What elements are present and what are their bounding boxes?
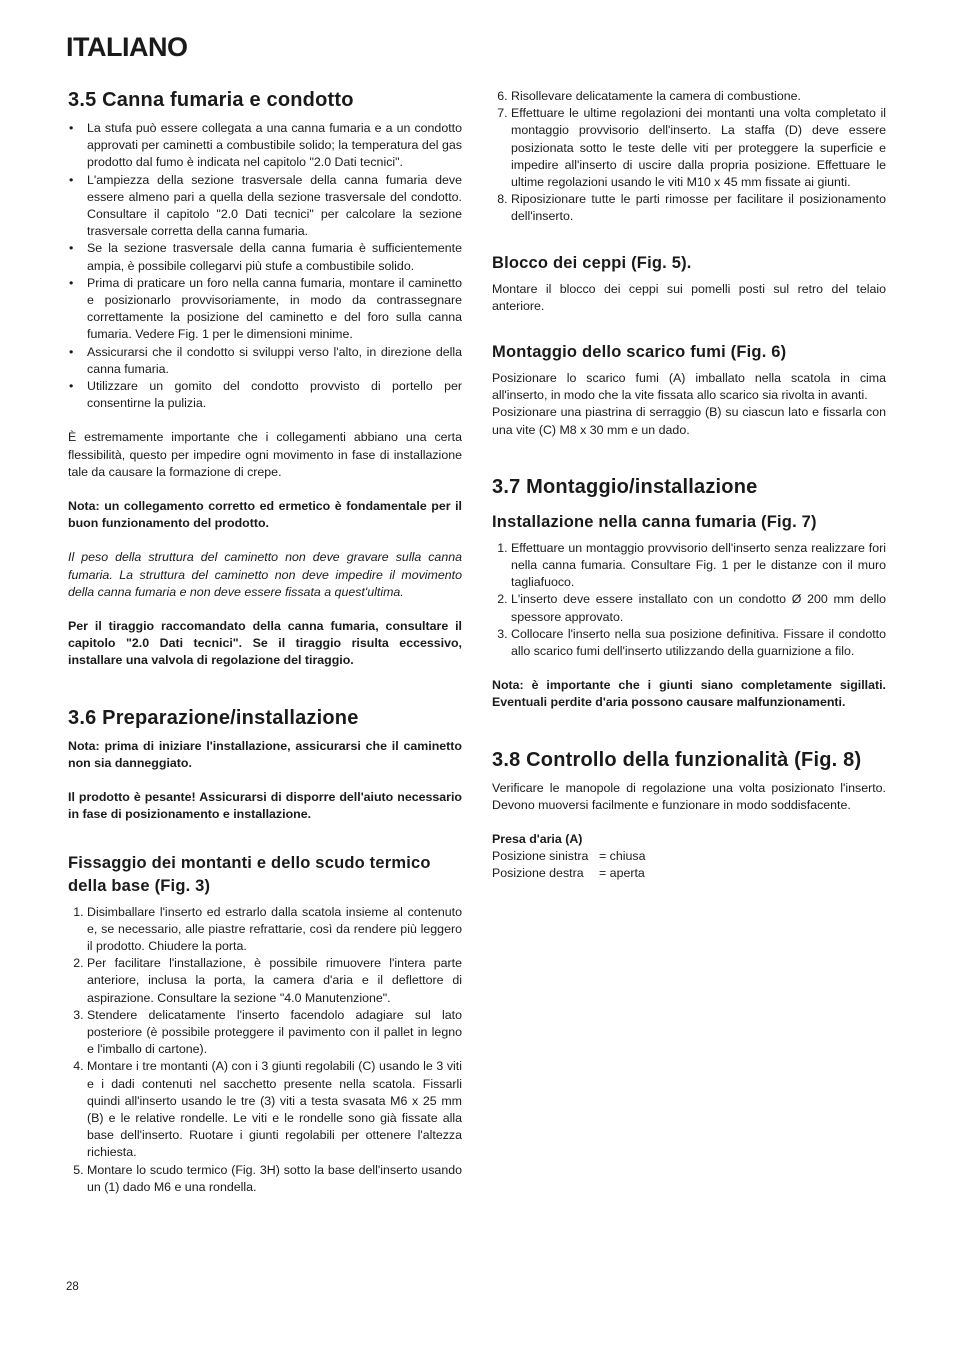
section-3-5-title: 3.5 Canna fumaria e condotto — [68, 89, 354, 111]
list-item: • Prima di praticare un foro nella canna fumaria, montare il caminetto e posizionarlo provvisoriamente, in modo da contrassegnare correttamente la posizione del caminetto e del foro sulla canna fumaria. Vedere Fig. 1 per le dimensioni minime. — [87, 275, 462, 344]
section-3-7-title: 3.7 Montaggio/installazione — [492, 475, 758, 498]
scarico-title: Montaggio dello scarico fumi (Fig. 6) — [492, 343, 787, 362]
s35-italic-paragraph: Il peso della struttura del caminetto non deve gravare sulla canna fumaria. La struttura del caminetto non deve impedire il movimento della canna fumaria e non deve essere fissata a quest'ultima. — [68, 550, 462, 599]
list-item: 1. Disimballare l'inserto ed estrarlo dalla scatola insieme al contenuto e, se necessario, alle piastre refrattarie, così da rendere più leggero il prodotto. Chiudere la porta. — [87, 904, 462, 956]
list-item: 2. Per facilitare l'installazione, è possibile rimuovere l'intera parte anteriore, inclusa la porta, la camera d'aria e il deflettore di aspirazione. Consultare la sezione "4.0 Manutenzione". — [87, 955, 462, 1007]
s35-draft-note: Per il tiraggio raccomandato della canna fumaria, consultare il capitolo "2.0 Dati tecnici". Se il tiraggio risulta eccessivo, installare una valvola di regolazione del tiraggio. — [68, 619, 462, 668]
s36-steps-list-continued — [492, 88, 886, 226]
list-item: • Assicurarsi che il condotto si sviluppi verso l'alto, in direzione della canna fumaria. — [87, 344, 462, 378]
presa-row-value: = chiusa — [599, 849, 646, 864]
scarico-text-1: Posizionare lo scarico fumi (A) imballato nella scatola in cima all'inserto, in modo che la vite fissata allo scarico sia rivolta in avanti. — [492, 371, 886, 403]
s37-note: Nota: è importante che i giunti siano completamente sigillati. Eventuali perdite d'aria possono causare malfunzionamenti. — [492, 678, 886, 710]
list-item: 3. Collocare l'inserto nella sua posizione definitiva. Fissare il condotto allo scarico fumi dell'inserto utilizzando della guarnizione a filo. — [511, 626, 886, 660]
list-item: 4. Montare i tre montanti (A) con i 3 giunti regolabili (C) usando le 3 viti e i dadi contenuti nel sacchetto presente nella scatola. Fissarli quindi all'inserto usando le tre (3) viti a testa svasata M6 x 25 mm (B) e le relative rondelle. Le viti e le rondelle sono già fissate alla base dell'inserto. Ruotare i giunti regolabili per ottenere l'altezza richiesta. — [87, 1058, 462, 1161]
s35-bullet-list — [68, 120, 462, 412]
s37-steps-list — [492, 540, 886, 660]
presa-row-right — [492, 865, 886, 882]
list-item: 1. Effettuare un montaggio provvisorio dell'inserto senza realizzare fori nella canna fumaria. Consultare Fig. 1 per le distanze con il muro tagliafuoco. — [511, 540, 886, 592]
presa-row-value: = aperta — [599, 866, 645, 881]
language-heading: ITALIANO — [66, 32, 188, 62]
list-item: 2. L'inserto deve essere installato con un condotto Ø 200 mm dello spessore approvato. — [511, 591, 886, 625]
list-item: 8. Riposizionare tutte le parti rimosse per facilitare il posizionamento dell'inserto. — [511, 191, 886, 225]
presa-label: Presa d'aria (A) — [492, 832, 583, 847]
list-item: 5. Montare lo scudo termico (Fig. 3H) sotto la base dell'inserto usando un (1) dado M6 e una rondella. — [87, 1162, 462, 1196]
section-3-8-title: 3.8 Controllo della funzionalità (Fig. 8) — [492, 748, 862, 771]
s36-subtitle: Fissaggio dei montanti e dello scudo termico della base (Fig. 3) — [68, 853, 431, 895]
scarico-text-2: Posizionare una piastrina di serraggio (B) su ciascun lato e fissarla con una vite (C) M8 x 30 mm e un dado. — [492, 405, 886, 437]
blocco-text: Montare il blocco dei ceppi sui pomelli posti sul retro del telaio anteriore. — [492, 281, 886, 313]
list-item: • Se la sezione trasversale della canna fumaria è sufficientemente ampia, è possibile collegarvi più stufe a combustibile solido. — [87, 240, 462, 274]
s35-note: Nota: un collegamento corretto ed ermetico è fondamentale per il buon funzionamento del prodotto. — [68, 499, 462, 531]
presa-row-left — [492, 848, 886, 865]
right-column — [492, 88, 886, 883]
s38-text: Verificare le manopole di regolazione una volta posizionato l'inserto. Devono muoversi facilmente e funzionare in modo soddisfacente. — [492, 780, 886, 812]
blocco-title: Blocco dei ceppi (Fig. 5). — [492, 253, 692, 272]
list-item: • Utilizzare un gomito del condotto provvisto di portello per consentirne la pulizia. — [87, 378, 462, 412]
s37-subtitle: Installazione nella canna fumaria (Fig. 7) — [492, 512, 817, 531]
page-number: 28 — [66, 1281, 79, 1293]
s36-note-damage: Nota: prima di iniziare l'installazione, assicurarsi che il caminetto non sia danneggiato. — [68, 738, 462, 770]
left-column — [68, 88, 462, 1196]
list-item: • L'ampiezza della sezione trasversale della canna fumaria deve essere almeno pari a quella della sezione trasversale del condotto. Consultare il capitolo "2.0 Dati tecnici" per calcolare la sezione trasversale corretta della canna fumaria. — [87, 172, 462, 241]
list-item: 7. Effettuare le ultime regolazioni dei montanti una volta completato il montaggio provvisorio dell'inserto. La staffa (D) deve essere posizionata sotto le teste delle viti per proteggere la superficie e impedire all'inserto di uscire dalla propria posizione. Effettuare le ultime regolazioni usando le viti M10 x 45 mm fissate ai giunti. — [511, 105, 886, 191]
presa-row-key: Posizione sinistra — [492, 849, 589, 864]
s36-steps-list — [68, 904, 462, 1196]
list-item: • La stufa può essere collegata a una canna fumaria e a un condotto approvati per caminetti a combustibile solido; la temperatura del gas prodotto dal fumo è indicata nel capitolo "2.0 Dati tecnici". — [87, 120, 462, 172]
s35-paragraph: È estremamente importante che i collegamenti abbiano una certa flessibilità, questo per impedire ogni movimento in fase di installazione tale da causare la formazione di crepe. — [68, 430, 462, 479]
list-item: 3. Stendere delicatamente l'inserto facendolo adagiare sul lato posteriore (è possibile proteggere il pavimento con il pallet in legno e l'imballo di cartone). — [87, 1007, 462, 1059]
presa-row-key: Posizione destra — [492, 866, 584, 881]
section-3-6-title: 3.6 Preparazione/installazione — [68, 706, 359, 729]
s36-note-heavy: Il prodotto è pesante! Assicurarsi di disporre dell'aiuto necessario in fase di posizionamento e installazione. — [68, 790, 462, 822]
list-item: 6. Risollevare delicatamente la camera di combustione. — [511, 88, 886, 105]
